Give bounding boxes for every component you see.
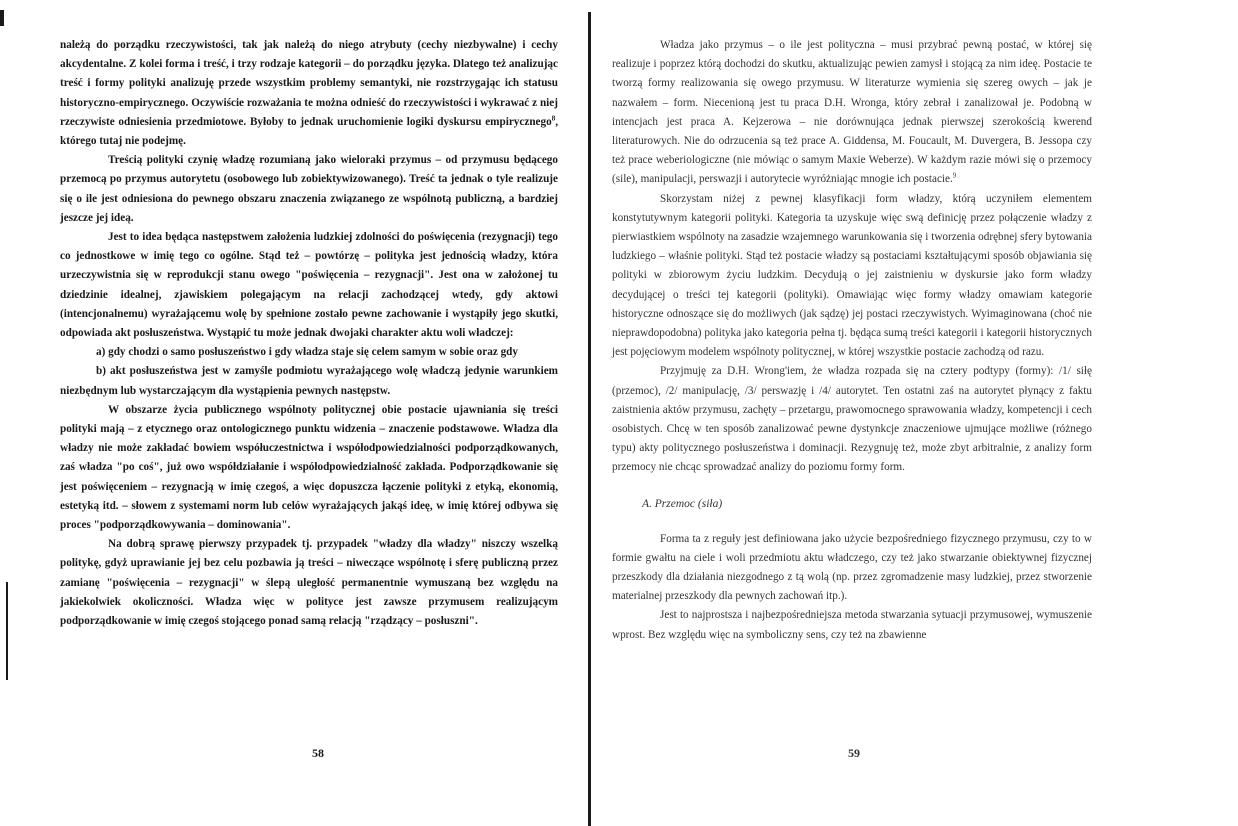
footnote-ref: 9 [952, 171, 957, 180]
paragraph: Skorzystam niżej z pewnej klasyfikacji form władzy, którą uczyniłem elementem konstytutywnym kategorii polityki. Kategoria ta uzyskuje więc swą definicję przez połączenie władzy z pierwiastkiem wspólnoty na zasadzie wzajemnego warunkowania się i tworzenia odrębnej sfery bytowania ludzkiego – właśnie polityki. Stąd też postacie władzy są postaciami kształtującymi sposób objawiania się polityki w zbiorowym życiu ludzkim. Decydują o jej zaistnieniu w dyskursie jako form władzy decydującej o treści tej kategorii (polityki). Omawiając więc formy władzy omawiam kategorie historyczne odnoszące się do możliwych (jak sądzę) jej postaci rzeczywistych. Wyimaginowana (choć nie nieprawdopodobna) polityka jako kategoria pełna tj. będąca sumą treści kategorii i kategorii historycznych jest pojęciowym modelem wspólnoty politycznej, w której wszystkie postacie zachodzą od razu. [612, 192, 1092, 359]
paragraph: W obszarze życia publicznego wspólnoty politycznej obie postacie ujawniania się treści polityki mają – z etycznego oraz ontologicznego punktu widzenia – znaczenie podstawowe. Władza dla władzy nie może zakładać bowiem współuczestnictwa i współodpowiedzialności podporządkowanych, zaś władza "po coś", już owo współdziałanie i współodpowiedzialność zakłada. Podporządkowanie się jest poświęceniem – rezygnacją w imię czegoś, a więc dopuszcza łączenie polityki z etyką, ekonomią, estetyką itd. – słowem z systemami norm lub celów wyrażających jakąś ideę, w imię której odbywa się proces "podporządkowywania – dominowania". [60, 403, 558, 532]
page-number: 58 [312, 746, 324, 760]
page-gutter [588, 12, 591, 826]
list-item-b: b) akt posłuszeństwa jest w zamyśle podmiotu wyrażającego wolę władczą jedynie warunkiem niezbędnym lub wystarczającym dla wystąpienia pewnych następstw. [60, 365, 558, 397]
paragraph: Przyjmuję za D.H. Wrong'iem, że władza rozpada się na cztery podtypy (formy): /1/ siłę (przemoc), /2/ manipulację, /3/ perswazję i /4/ autorytet. Ten ostatni zaś na autorytet płynący z faktu zaistnienia aktów przymusu, zachęty – przetargu, prawomocnego sprawowania władzy, kompetencji i cech osobistych. Chcę w ten sposób zanalizować pewne dystynkcje znaczeniowe ujmujące możliwe (różnego typu) akty politycznego posłuszeństwa i dominacji. Rezygnuję też, może zbyt arbitralnie, z analizy form przemocy nie chcąc sprowadzać analizy do poziomu formy form. [612, 365, 1092, 474]
paragraph: Forma ta z reguły jest definiowana jako użycie bezpośredniego fizycznego przymusu, czy to w formie gwałtu na ciele i woli przedmiotu aktu władczego, czy też jako stwarzanie obiektywnej fizycznej przeszkody dla działania niezgodnego z tą wolą (np. przez zgromadzenie masy ludzkiej, przez stworzenie materialnej przeszkody dla pewnych zachowań itp.). [612, 532, 1092, 603]
paragraph: Władza jako przymus – o ile jest polityczna – musi przybrać pewną postać, w której się realizuje i poprzez którą dochodzi do skutku, aktualizując pewien zamysł i stojącą za nim ideę. Postacie te tworzą formy realizowania się owego przymusu. W literaturze wymienia się szereg owych – jak je nazwałem – form. Niecenioną jest tu praca D.H. Wronga, który zebrał i zanalizował je. Podobną w intencjach jest praca A. Kejzerowa – nie dorównująca jednak pierwszej szerokością kwerend literaturowych. Nie do odrzucenia są też prace A. Giddensa, M. Foucault, M. Duvergera, B. Jessopa czy też prace weberiologiczne (nie mówiąc o samym Maxie Weberze). W każdym razie mówi się o przemocy (sile), manipulacji, perswazji i autorytecie wyróżniając mnogie ich postacie.$^9$ [612, 39, 1092, 186]
left-page [0, 0, 590, 826]
paragraph: Jest to najprostsza i najbezpośredniejsza metoda stwarzania sytuacji przymusowej, wymuszenie wprost. Bez względu więc na symboliczny sens, czy też na zbawienne [612, 609, 1092, 641]
right-text-column [612, 36, 1092, 645]
section-heading: A. Przemoc (siła) [642, 497, 723, 510]
page-number: 59 [848, 746, 860, 760]
list-item-a: a) gdy chodzi o samo posłuszeństwo i gdy władza staje się celem samym w sobie oraz gdy [96, 346, 518, 359]
left-text-column [60, 36, 558, 631]
paragraph: Treścią polityki czynię władzę rozumianą jako wieloraki przymus – od przymusu będącego przemocą po przymus autorytetu (osobowego lub zobiektywizowanego). Treść ta jednak o tyle realizuje się o ile jest odniesiona do pewnego obszaru znaczenia związanego ze wspólnotą publiczną, a bardziej jeszcze jej ideą. [60, 154, 558, 224]
right-page [598, 0, 1238, 826]
paragraph: należą do porządku rzeczywistości, tak jak należą do niego atrybuty (cechy niezbywalne) i cechy akcydentalne. Z kolei forma i treść, i trzy rodzaje kategorii – do porządku języka. Dlatego też analizując treść i formy polityki analizuję przede wszystkim problemy semantyki, nie rozstrzygając ich statusu historyczno-empirycznego. Oczywiście rozważania te można odnieść do rzeczywistości i wykrawać z niej rzeczywiste odniesienia przedmiotowe. Byłoby to jednak uruchomienie logiki dyskursu empirycznego$^8$, którego tutaj nie podejmę. [60, 39, 558, 148]
paragraph: Jest to idea będąca następstwem założenia ludzkiej zdolności do poświęcenia (rezygnacji) tego co jednostkowe w imię tego co ogólne. Stąd też – powtórzę – polityka jest jednością władzy, która urzeczywistnia się w reprodukcji stanu owego "poświęcenia – rezygnacji". Jest ona w założonej tu dziedzinie idealnej, zjawiskiem polegającym na relacji zachodzącej wtedy, gdy aktowi (intencjonalnemu) wyrażającemu wolę by spełnione zostało pewne zachowanie i wystąpiły jego skutki, odpowiada akt posłuszeństwa. Wystąpić tu może jednak dwojaki charakter aktu woli władczej: [60, 231, 558, 340]
footnote-ref: 8 [551, 114, 556, 123]
paragraph: Na dobrą sprawę pierwszy przypadek tj. przypadek "władzy dla władzy" niszczy wszelką politykę, gdyż uprawianie jej bez celu pozbawia ją treści – niweczące wspólnotę i sferę publiczną przez zamianę "poświęcenia – rezygnacji" w ślepą uległość permanentnie wymuszaną bez względu na jakiekolwiek okoliczności. Władza więc w polityce jest zawsze przymusem realizującym podporządkowanie w imię czegoś stojącego ponad samą relacją "rządzący – posłuszni". [60, 538, 558, 628]
